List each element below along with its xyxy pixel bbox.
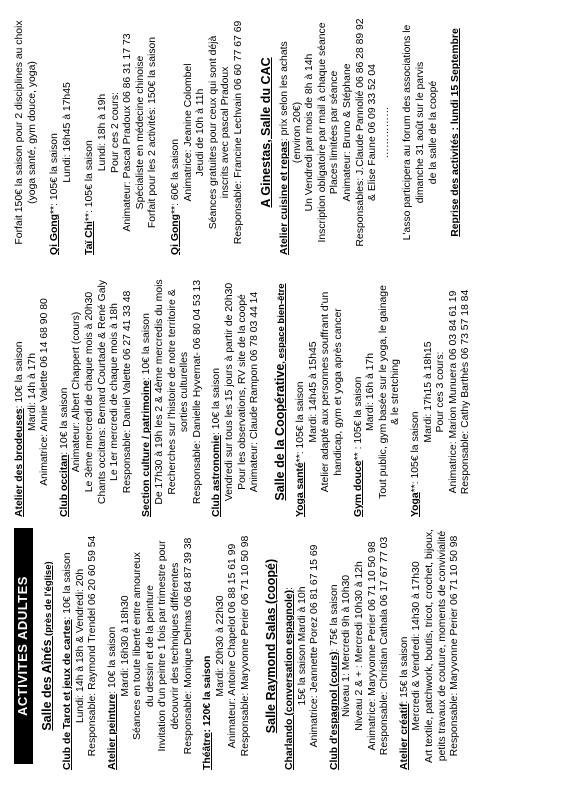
activity-price: : 10€ la saison xyxy=(106,626,118,694)
description: Places limitées par séance xyxy=(329,70,341,195)
responsible: Responsables: J.Claude Pannolié 06 86 28 89 92 xyxy=(354,18,366,247)
description: Recherches sur l'histoire de notre territoire & xyxy=(166,289,178,495)
venue-ginestas-cac: A Ginestas, Salle du CAC xyxy=(258,57,273,208)
activity-price: : 10€ la saison xyxy=(141,313,153,381)
venue-note: (près de l'église) xyxy=(42,561,54,636)
animator: Animatrice: Annie Valette 06 14 68 90 80 xyxy=(39,298,51,486)
activity-price: **: 105€ la saison xyxy=(84,140,96,222)
reprise-date: Reprise des activités : lundi 15 Septembre xyxy=(450,28,462,237)
activity-yoga-sante xyxy=(295,267,345,517)
activity-title: Théâtre xyxy=(202,732,214,770)
activity-title: Yoga santé xyxy=(295,462,307,517)
activity-title: Club occitan xyxy=(58,454,70,517)
activity-price: : 15€ la saison xyxy=(398,636,410,704)
description: Pour les observations, RV site de la coopé xyxy=(236,294,248,490)
responsible: & Elise Faune 06 09 33 52 04 xyxy=(367,64,379,201)
column-1 xyxy=(14,522,462,770)
activity-title: Section culture / patrimoine xyxy=(141,380,153,517)
activity-price: : prix selon les achats xyxy=(279,41,291,142)
animator: Animateur: Albert Chappert (cours) xyxy=(71,311,83,473)
activity-price: : 75€ la saison xyxy=(328,584,340,652)
schedule: Mardi: 17h15 à 18h15 xyxy=(422,341,434,443)
activity-title: Club d'espagnol (cours) xyxy=(328,651,340,770)
description: Chants occitans: Bernard Courtade & René Galy xyxy=(96,279,108,505)
animator: Animateur: Bruno & Stéphane xyxy=(342,63,354,202)
activity-price: : xyxy=(284,586,296,590)
description: découvrir des techniques différentes xyxy=(169,562,181,730)
activity-qi-gong-2 xyxy=(170,10,246,255)
description: sorties culturelles xyxy=(179,351,191,433)
column-2 xyxy=(14,267,473,517)
activity-title: Club astronomie xyxy=(211,435,223,517)
description: inscrits avec pascal Pradoux xyxy=(220,66,232,199)
description: handicap, gym et yoga après cancer xyxy=(333,308,345,476)
animator: Animatrice: Jeanine Colombel xyxy=(182,63,194,202)
venue-name: Salle de la Coopérative xyxy=(272,363,287,501)
venue-salle-raymond-salas: Salle Raymond Salas (coopé) xyxy=(263,558,278,734)
activity-price: : 10€ la saison xyxy=(211,368,223,436)
description: Atelier adapté aux personnes souffrant d'un xyxy=(320,291,332,493)
activity-peinture xyxy=(107,522,195,770)
activity-gym-douce xyxy=(353,267,403,517)
schedule: 15€ la saison Mardi à 10h xyxy=(296,586,308,706)
activity-price: : 10€ la saison xyxy=(14,341,25,409)
activity-title: Qi Gong xyxy=(169,214,181,255)
venue-cooperative xyxy=(274,267,289,517)
description: petits travaux de couture, moments de convivialité xyxy=(436,530,448,762)
activity-yoga xyxy=(410,267,473,517)
activity-title: Yoga xyxy=(410,492,422,517)
animator: Animateur: Pascal Pradoux 06 86 31 17 73 xyxy=(122,33,134,232)
responsible: Responsable: Francine Lechvain 06 60 77 67 69 xyxy=(232,20,244,245)
activity-price: **: 105€ la saison xyxy=(410,411,422,493)
activity-title: Atelier peinture xyxy=(106,693,118,770)
activity-espagnol xyxy=(329,522,392,770)
description: L'asso participera au forum des associations le xyxy=(402,24,414,241)
activity-title: Taï Chi xyxy=(84,221,96,255)
schedule: Niveau 2 & + : Mercredi 10h30 à 12h xyxy=(354,561,366,731)
schedule: Mardi: 16h30 à 18h30 xyxy=(119,595,131,697)
responsible: Responsable: Danielle Hyvernat- 06 80 04 53 13 xyxy=(191,279,203,505)
description: Pour ces 3 cours: xyxy=(435,351,447,433)
column-3 xyxy=(14,10,463,255)
description: de la salle de la coopé xyxy=(427,80,439,185)
description: Séances gratuites pour ceux qui sont déjà xyxy=(207,35,219,230)
activity-price: **: 60€ la saison xyxy=(169,138,181,215)
schedule: Lundi: 16h45 à 17h45 xyxy=(61,82,73,183)
activity-qi-gong-1 xyxy=(49,10,74,255)
activity-price: **: 105€ la saison xyxy=(295,381,307,463)
description: Art textile, patchwork, boutis, tricot, crochet, bijoux, xyxy=(424,529,436,763)
animator: Animatrice: Jeannette Porez 06 81 67 15 69 xyxy=(309,544,321,748)
activity-title: Charlando (conversation espagnole) xyxy=(284,589,296,770)
venue-salle-aines xyxy=(41,522,56,770)
activity-title: Atelier des brodeuses xyxy=(14,408,25,517)
venue-note: , espace bien-être xyxy=(275,283,287,364)
activity-price: **: 105€ la saison xyxy=(49,133,61,215)
description: dimanche 31 août sur le parvis xyxy=(415,61,427,204)
responsible: Responsable: Monique Delmas 06 84 87 39 38 xyxy=(182,537,194,755)
schedule: Mardi: 20h30 à 22h30 xyxy=(214,595,226,697)
description: (environ 20€) xyxy=(291,101,303,164)
responsible: Responsable: Christian Cathala 06 17 67 77 03 xyxy=(379,536,391,756)
schedule: Le 1er mercredi de chaque mois à 18h xyxy=(109,303,121,481)
description: du dessin et de la peinture xyxy=(144,585,156,707)
schedule: Jeudi de 10h à 11h xyxy=(195,88,207,177)
description: Spécialiste en médecine chinoise xyxy=(134,55,146,210)
animator: Animateur: Antoine Chapelot 06 88 15 61 99 xyxy=(227,543,239,749)
forfait-note xyxy=(14,10,39,255)
activity-tai-chi xyxy=(84,10,160,255)
animator: Animateur: Claude Rampon 06 78 03 44 14 xyxy=(249,291,261,493)
activity-title: Qi Gong xyxy=(49,214,61,255)
description: Invitation d'un peintre 1 fois par trimestre pour xyxy=(157,540,169,752)
activity-price: : 120€ la saison xyxy=(202,655,214,733)
responsible: Responsable: Raymond Trendel 06 20 60 59 54 xyxy=(87,535,99,757)
responsible: Responsable: Maryvonne Perier 06 71 10 50 98 xyxy=(449,535,461,757)
schedule: Lundi: 18h à 19h xyxy=(96,93,108,172)
schedule: Vendredi sur tous les 15 jours à partir de 20h30 xyxy=(223,282,235,502)
schedule: Mardi: 16h à 17h xyxy=(365,353,377,431)
description: Forfait 150€ la saison pour 2 disciplines au choix xyxy=(14,20,25,245)
description: & le stretching xyxy=(390,359,402,425)
activity-title: Club de Tarot et jeux de cartes xyxy=(62,619,74,770)
activity-creatif xyxy=(399,522,462,770)
schedule: Niveau 1: Mercredi 9h à 10h30 xyxy=(341,574,353,718)
responsible: Responsable: Daniel Valette 06 27 41 33 48 xyxy=(121,290,133,494)
schedule: De 17h30 à 19h les 2 & 4ème mercredis du mois xyxy=(153,279,165,505)
schedule: Mardi: 14h45 à 15h45 xyxy=(307,341,319,443)
animator: Animatrice: Maryvonne Perier 06 71 10 50 98 xyxy=(366,541,378,751)
activity-cuisine xyxy=(279,10,392,255)
separator-dots: …………… xyxy=(379,106,391,159)
activity-astronomie xyxy=(211,267,261,517)
schedule: Lundi: 14h à 18h & Vendredi: 20h xyxy=(74,568,86,724)
activity-title: Atelier créatif xyxy=(398,703,410,770)
activity-price: : 10€ la saison xyxy=(58,387,70,455)
activity-price: ** : 105€ la saison xyxy=(352,376,364,461)
schedule: Mercredi & Vendredi: 14h30 à 17h30 xyxy=(411,561,423,731)
venue-name: Salle des Aînés xyxy=(39,639,54,731)
forum-note xyxy=(402,10,440,255)
description: Tout public, gym basée sur le yoga, le gainage xyxy=(377,285,389,499)
activity-price: : 10€ la saison xyxy=(62,552,74,620)
description: Séances en toute liberté entre amoureux xyxy=(132,552,144,740)
activity-theatre xyxy=(202,522,252,770)
responsible: Responsable: Cathy Barthès 06 73 57 18 84 xyxy=(460,289,472,495)
description: Pour ces 2 cours: xyxy=(109,92,121,173)
activity-charlando xyxy=(284,522,322,770)
page-title: ACTIVITES ADULTES xyxy=(14,528,33,764)
schedule: Le 3ème mercredi de chaque mois à 20h30 xyxy=(83,291,95,493)
animator: Animatrice: Marion Munuera 06 03 84 61 19 xyxy=(447,290,459,494)
schedule: Un Vendredi par mois de 8h à 14h xyxy=(304,53,316,212)
schedule: Mardi: 14h à 17h xyxy=(26,353,38,431)
activity-title: Gym douce xyxy=(352,460,364,517)
activity-occitan xyxy=(59,267,135,517)
description: Forfait pour les 2 activités: 150€ la saison xyxy=(147,36,159,229)
activity-brodeuses xyxy=(14,267,52,517)
responsible: Responsable: Maryvonne Perier 06 71 10 50 98 xyxy=(239,535,251,757)
activity-patrimoine xyxy=(141,267,204,517)
activity-title: Atelier cuisine et repas xyxy=(279,141,291,255)
description: Inscription obligatoire par mail à chaque séance xyxy=(316,22,328,243)
activity-tarot xyxy=(62,522,100,770)
description: (yoga santé, gym douce, yoga) xyxy=(26,61,38,204)
